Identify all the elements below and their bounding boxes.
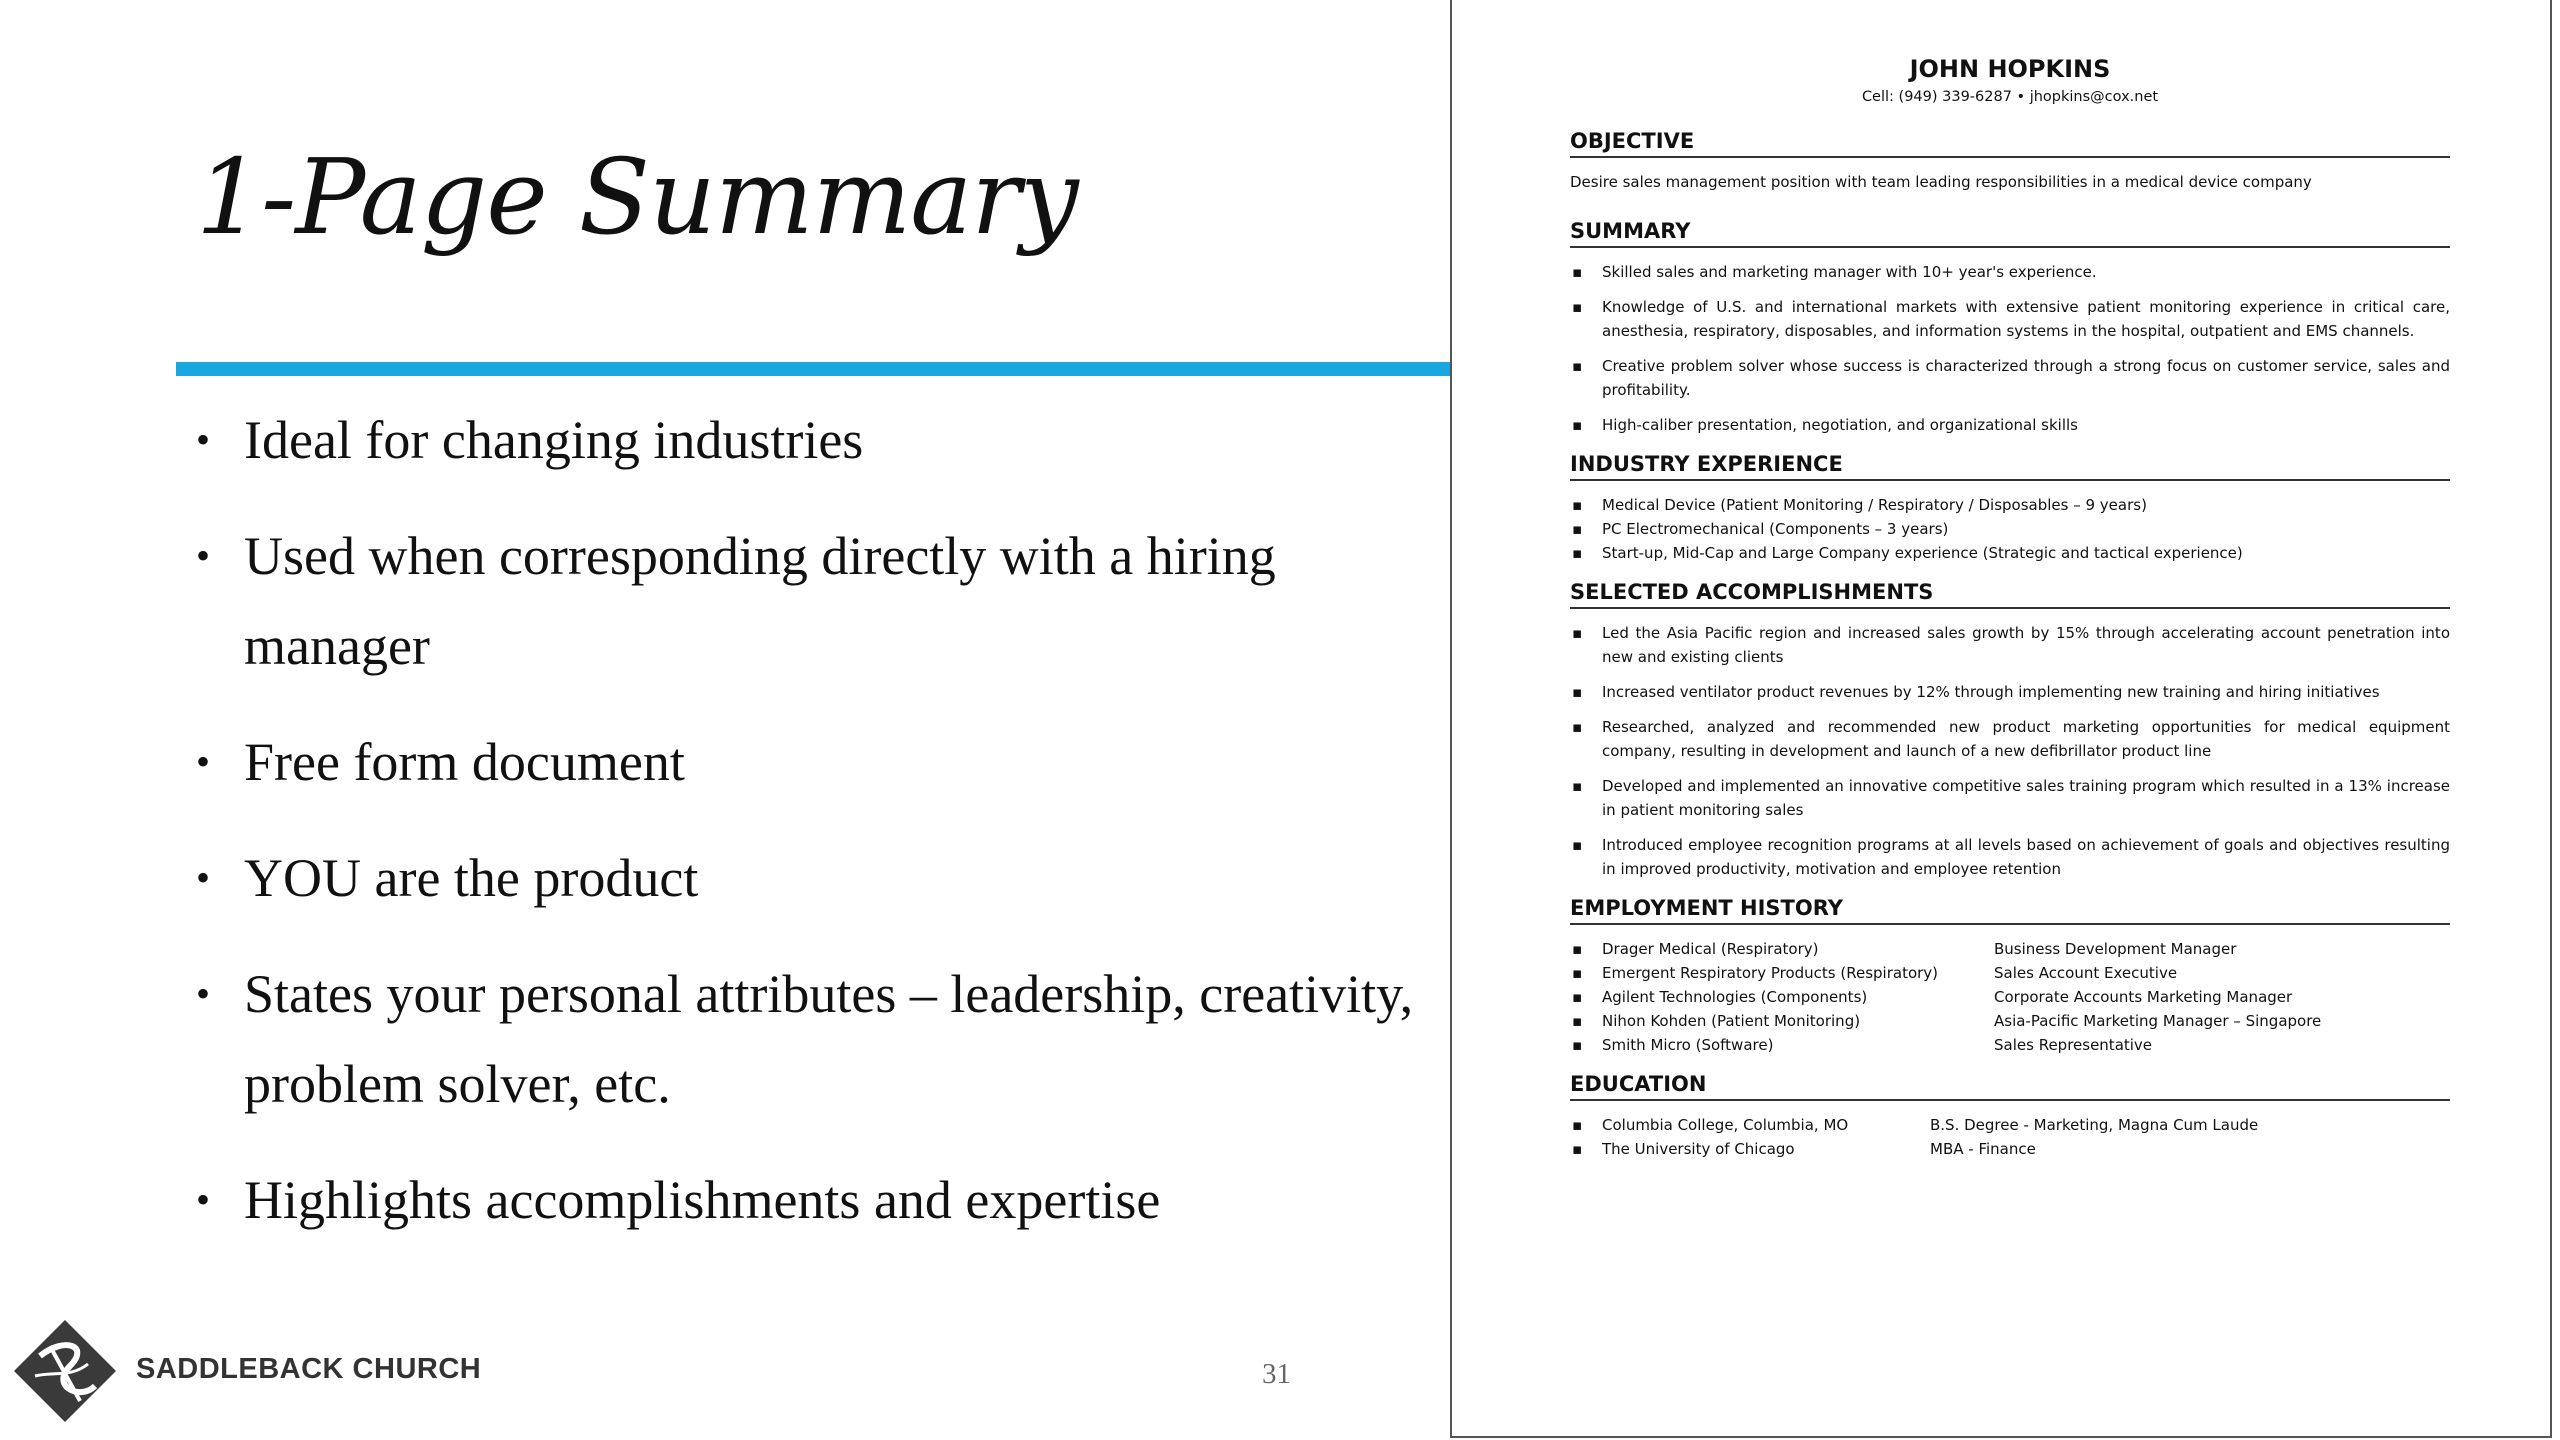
bullet-square-icon: ▪ [1572,416,1583,434]
industry-list [1570,493,2450,565]
employment-titles [1994,937,2321,1057]
list-item: ▪ Start-up, Mid-Cap and Large Company experience (Strategic and tactical experience) [1570,541,2450,565]
job-title: Business Development Manager [1994,940,2237,958]
bullet-dot-icon: • [196,417,211,462]
saddleback-logo-icon [10,1316,120,1426]
bullet-dot-icon: • [196,971,211,1016]
objective-section [1570,126,2450,194]
list-item: ▪ PC Electromechanical (Components – 3 years) [1570,517,2450,541]
title-accent-rule [176,362,1452,376]
bullet-square-icon: ▪ [1572,357,1583,375]
job-title: Sales Representative [1994,1036,2153,1054]
list-item: ▪ Researched, analyzed and recommended new product marketing opportunities for medical equipment company, resulting in development and launch of a new defibrillator product line [1570,715,2450,763]
resume-document [1450,0,2552,1438]
list-item: ▪ Knowledge of U.S. and international markets with extensive patient monitoring experience in critical care, anesthesia, respiratory, disposables, and information systems in the hospital, outpatient and EMS channels. [1570,295,2450,343]
employment-companies [1570,937,1994,1057]
org-name: SADDLEBACK CHURCH [136,1353,482,1385]
job-title: Corporate Accounts Marketing Manager [1994,988,2293,1006]
slide-bullet: • YOU are the product [196,833,1416,923]
list-item: ▪ Drager Medical (Respiratory) [1570,937,1994,961]
slide-bullet: • Highlights accomplishments and expertise [196,1155,1416,1245]
education-schools [1570,1113,1930,1161]
degree: MBA - Finance [1930,1140,2036,1158]
bullet-square-icon: ▪ [1572,624,1583,642]
section-heading: EDUCATION [1570,1069,2450,1101]
slide-bullet: • Free form document [196,717,1416,807]
bullet-dot-icon: • [196,533,211,578]
section-heading: OBJECTIVE [1570,126,2450,158]
list-item: ▪ Skilled sales and marketing manager with 10+ year's experience. [1570,260,2450,284]
bullet-square-icon: ▪ [1572,988,1583,1006]
list-item: ▪ Smith Micro (Software) [1570,1033,1994,1057]
summary-section [1570,216,2450,437]
bullet-square-icon: ▪ [1572,940,1583,958]
bullet-square-icon: ▪ [1572,1012,1583,1030]
list-item: ▪ The University of Chicago [1570,1137,1930,1161]
objective-text: Desire sales management position with team leading responsibilities in a medical device company [1570,173,2312,191]
bullet-square-icon: ▪ [1572,964,1583,982]
bullet-square-icon: ▪ [1572,496,1583,514]
section-heading: SUMMARY [1570,216,2450,248]
slide-bullet: • States your personal attributes – leadership, creativity, problem solver, etc. [196,949,1416,1129]
bullet-square-icon: ▪ [1572,1140,1583,1158]
bullet-square-icon: ▪ [1572,544,1583,562]
summary-list [1570,260,2450,437]
education-table [1570,1113,2450,1161]
accomplishments-section [1570,577,2450,881]
list-item: ▪ Columbia College, Columbia, MO [1570,1113,1930,1137]
bullet-dot-icon: • [196,739,211,784]
slide-bullet: • Ideal for changing industries [196,395,1416,485]
resume-content [1570,52,2450,1161]
list-item: ▪ Medical Device (Patient Monitoring / Respiratory / Disposables – 9 years) [1570,493,2450,517]
list-item: ▪ Agilent Technologies (Components) [1570,985,1994,1009]
page-number: 31 [1262,1358,1291,1390]
list-item: ▪ Led the Asia Pacific region and increased sales growth by 15% through accelerating account penetration into new and existing clients [1570,621,2450,669]
slide-title: 1-Page Summary [196,136,1078,258]
section-heading: SELECTED ACCOMPLISHMENTS [1570,577,2450,609]
bullet-square-icon: ▪ [1572,683,1583,701]
employment-table [1570,937,2450,1057]
employment-section [1570,893,2450,1057]
slide-bullet: • Used when corresponding directly with a hiring manager [196,511,1416,691]
bullet-square-icon: ▪ [1572,1116,1583,1134]
bullet-square-icon: ▪ [1572,777,1583,795]
industry-section [1570,449,2450,565]
education-degrees [1930,1113,2258,1161]
list-item: ▪ Emergent Respiratory Products (Respiratory) [1570,961,1994,985]
bullet-square-icon: ▪ [1572,298,1583,316]
bullet-square-icon: ▪ [1572,520,1583,538]
bullet-square-icon: ▪ [1572,1036,1583,1054]
list-item: ▪ Creative problem solver whose success is characterized through a strong focus on customer service, sales and profitability. [1570,354,2450,402]
list-item: ▪ Developed and implemented an innovative competitive sales training program which resulted in a 13% increase in patient monitoring sales [1570,774,2450,822]
list-item: ▪ Nihon Kohden (Patient Monitoring) [1570,1009,1994,1033]
bullet-square-icon: ▪ [1572,836,1583,854]
section-heading: INDUSTRY EXPERIENCE [1570,449,2450,481]
section-heading: EMPLOYMENT HISTORY [1570,893,2450,925]
degree: B.S. Degree - Marketing, Magna Cum Laude [1930,1116,2259,1134]
resume-name: JOHN HOPKINS [1909,55,2111,83]
resume-contact: Cell: (949) 339-6287 • jhopkins@cox.net [1861,89,2159,105]
slide-bullet-list [196,395,1416,1271]
list-item: ▪ Increased ventilator product revenues by 12% through implementing new training and hiring initiatives [1570,680,2450,704]
job-title: Sales Account Executive [1994,964,2178,982]
list-item: ▪ Introduced employee recognition programs at all levels based on achievement of goals and objectives resulting in improved productivity, motivation and employee retention [1570,833,2450,881]
list-item: ▪ High-caliber presentation, negotiation, and organizational skills [1570,413,2450,437]
bullet-square-icon: ▪ [1572,718,1583,736]
bullet-dot-icon: • [196,1177,211,1222]
education-section [1570,1069,2450,1161]
bullet-square-icon: ▪ [1572,263,1583,281]
bullet-dot-icon: • [196,855,211,900]
job-title: Asia-Pacific Marketing Manager – Singapore [1994,1012,2322,1030]
accomplishments-list [1570,621,2450,881]
